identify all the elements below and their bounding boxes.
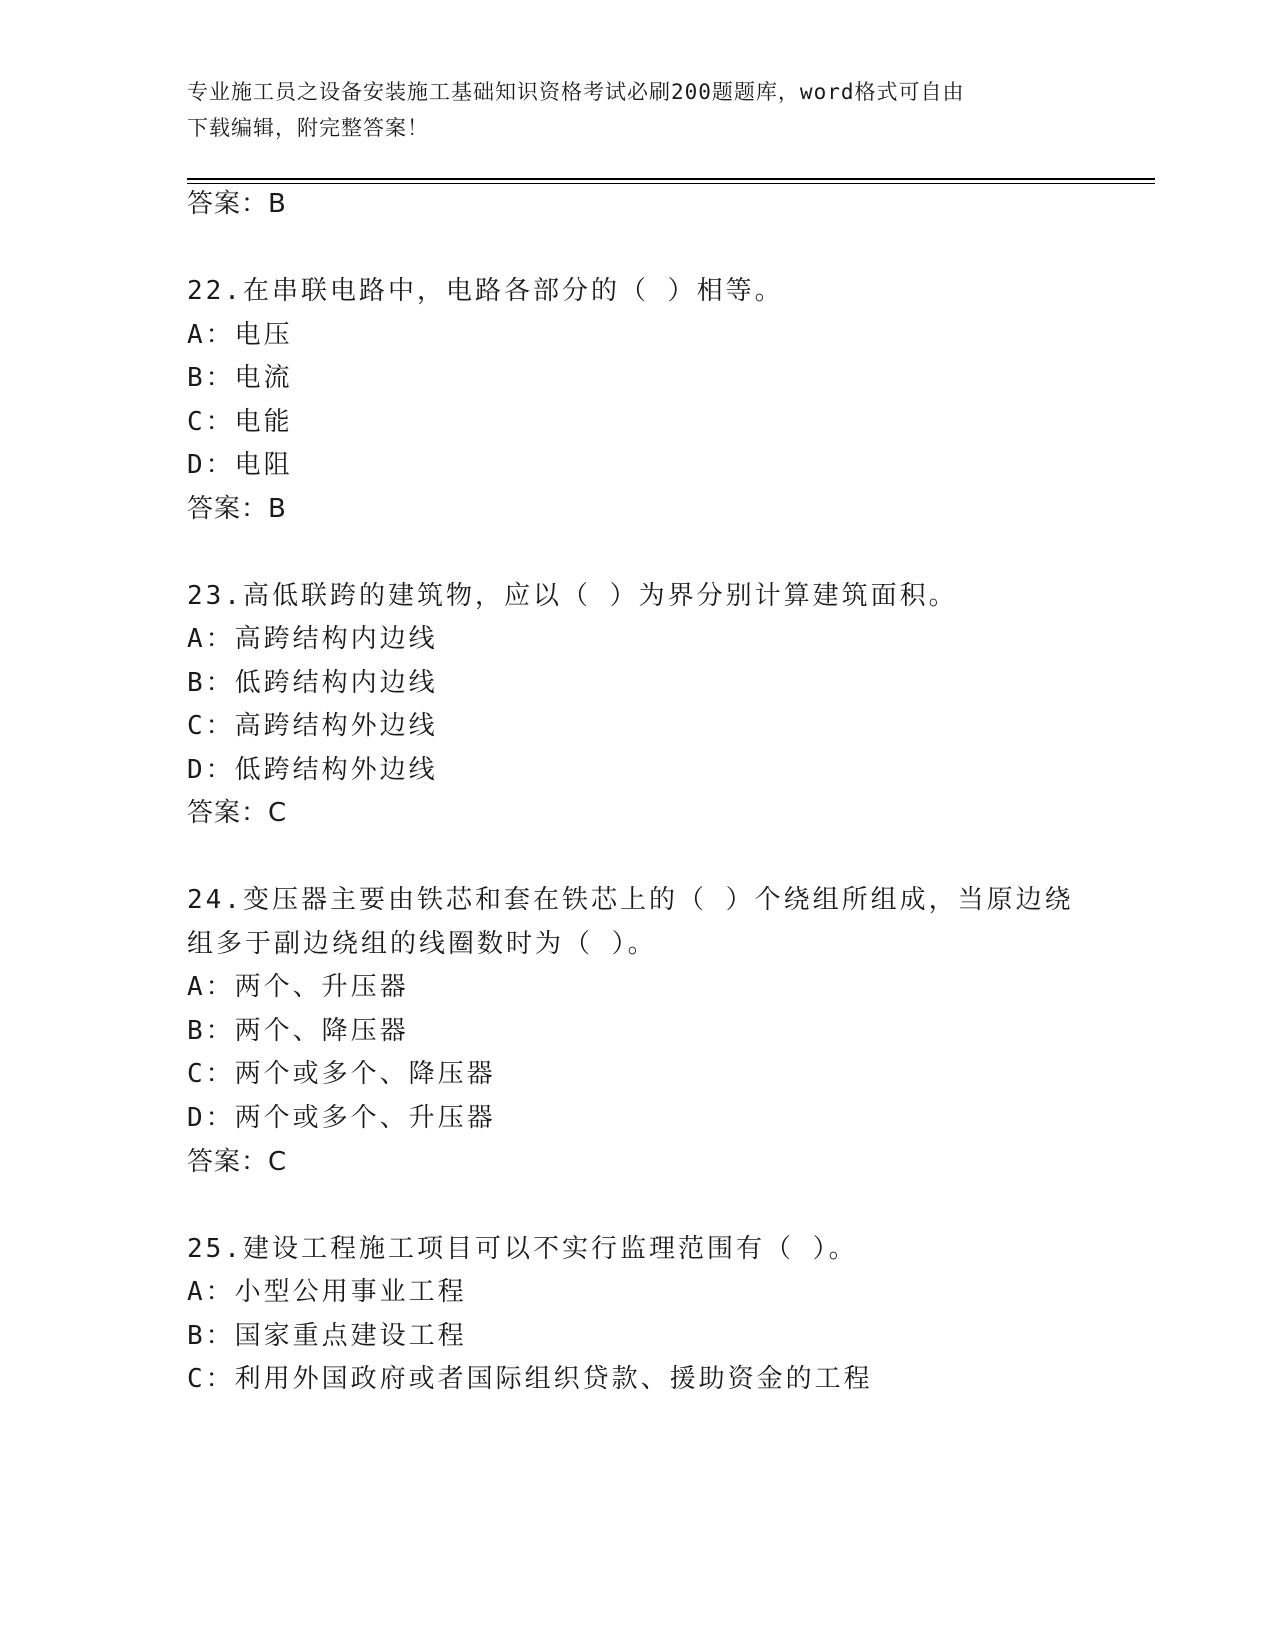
option-d: D：电阻 <box>187 450 293 480</box>
question-stem: 24.变压器主要由铁芯和套在铁芯上的（ ）个绕组所组成，当原边绕 <box>187 885 1074 915</box>
answer-line: 答案：B <box>187 494 287 524</box>
option-a: A：高跨结构内边线 <box>187 624 438 654</box>
header-rule-thin <box>187 183 1155 184</box>
option-d: D：低跨结构外边线 <box>187 755 438 785</box>
question-stem: 23.高低联跨的建筑物，应以（ ）为界分别计算建筑面积。 <box>187 581 958 611</box>
answer-line: 答案：B <box>187 189 287 219</box>
option-d: D：两个或多个、升压器 <box>187 1103 496 1133</box>
header-rule-thick <box>187 178 1155 180</box>
option-a: A：小型公用事业工程 <box>187 1277 467 1307</box>
option-c: C：利用外国政府或者国际组织贷款、援助资金的工程 <box>187 1364 873 1394</box>
header-line-2: 下载编辑，附完整答案！ <box>187 116 429 140</box>
header-line-1: 专业施工员之设备安装施工基础知识资格考试必刷200题题库，word格式可自由 <box>187 80 965 104</box>
question-stem: 22.在串联电路中，电路各部分的（ ）相等。 <box>187 276 784 306</box>
question-stem-continued: 组多于副边绕组的线圈数时为（ ）。 <box>187 929 657 959</box>
option-c: C：电能 <box>187 407 293 437</box>
option-a: A：电压 <box>187 320 293 350</box>
option-c: C：两个或多个、降压器 <box>187 1059 496 1089</box>
question-stem: 25.建设工程施工项目可以不实行监理范围有（ ）。 <box>187 1234 858 1264</box>
option-b: B：低跨结构内边线 <box>187 668 438 698</box>
option-c: C：高跨结构外边线 <box>187 711 438 741</box>
option-b: B：国家重点建设工程 <box>187 1321 467 1351</box>
option-a: A：两个、升压器 <box>187 972 409 1002</box>
answer-line: 答案：C <box>187 1147 288 1177</box>
option-b: B：两个、降压器 <box>187 1016 409 1046</box>
answer-line: 答案：C <box>187 798 288 828</box>
document-header <box>187 74 1077 146</box>
option-b: B：电流 <box>187 363 293 393</box>
